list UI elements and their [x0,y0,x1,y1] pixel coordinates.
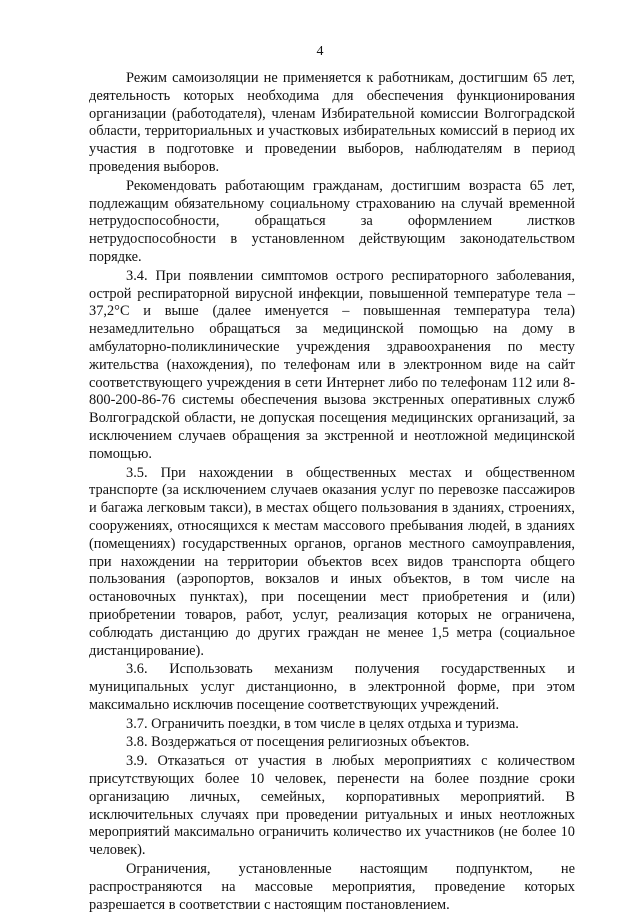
paragraph-self-isolation-exemption: Режим самоизоляции не применяется к работникам, достигшим 65 лет, деятельность которых необходима для обеспечения функционирования организации (работодателя), членам Избирательной комиссии Волгоградской области, территориальных и участковых избирательных комиссий в период их участия в подготовке и проведении выборов, наблюдателям в период проведения выборов. [89,70,575,175]
paragraph-3-5: 3.5. При нахождении в общественных местах и общественном транспорте (за исключением случаев оказания услуг по перевозке пассажиров и багажа легковым такси), в местах общего пользования в зданиях, строениях, сооружениях, относящихся к местам массового пребывания людей, в зданиях (помещениях) государственных органов, органов местного самоуправления, при нахождении на территории объектов всех видов транспорта общего пользования (аэропортов, вокзалов и иных объектов, в том числе на остановочных пунктах), при посещении мест приобретения и (или) приобретении товаров, работ, услуг, реализация которых не ограничена, соблюдать дистанцию до других граждан не менее 1,5 метра (социальное дистанцирование). [89,464,575,659]
paragraph-restrictions-note: Ограничения, установленные настоящим подпунктом, не распространяются на массовые мероприятия, проведение которых разрешается в соответствии с настоящим постановлением. [89,861,575,913]
paragraph-sick-leave-recommendation: Рекомендовать работающим гражданам, достигшим возраста 65 лет, подлежащим обязательному социальному страхованию на случай временной нетрудоспособности, обращаться за оформлением листков нетрудоспособности в установленном действующим законодательством порядке. [89,177,575,265]
paragraph-3-9: 3.9. Отказаться от участия в любых мероприятиях с количеством присутствующих более 10 человек, перенести на более поздние сроки организацию личных, семейных, корпоративных мероприятий. В исключительных случаях при проведении ритуальных и иных неотложных мероприятий максимально ограничить количество их участников (не более 10 человек). [89,753,575,859]
document-body [89,70,575,915]
paragraph-3-7: 3.7. Ограничить поездки, в том числе в целях отдыха и туризма. [126,715,519,732]
paragraph-3-8: 3.8. Воздержаться от посещения религиозных объектов. [126,734,470,751]
paragraph-3-4: 3.4. При появлении симптомов острого респираторного заболевания, острой респираторной вирусной инфекции, повышенной температуре тела – 37,2°C и выше (далее именуется – повышенная температура тела) незамедлительно обращаться за медицинской помощью на дому в амбулаторно-поликлинические учреждения здравоохранения по месту жительства (нахождения), по телефонам или в электронном виде на сайт соответствующего учреждения в сети Интернет либо по телефонам 112 или 8-800-200-86-76 системы обеспечения вызова экстренных оперативных служб Волгоградской области, не допуская посещения медицинских организаций, за исключением случаев обращения за экстренной и неотложной медицинской помощью. [89,267,575,462]
page-number: 4 [316,44,324,59]
paragraph-3-6: 3.6. Использовать механизм получения государственных и муниципальных услуг дистанционно, в электронной форме, при этом максимально исключив посещение соответствующих учреждений. [89,661,575,713]
